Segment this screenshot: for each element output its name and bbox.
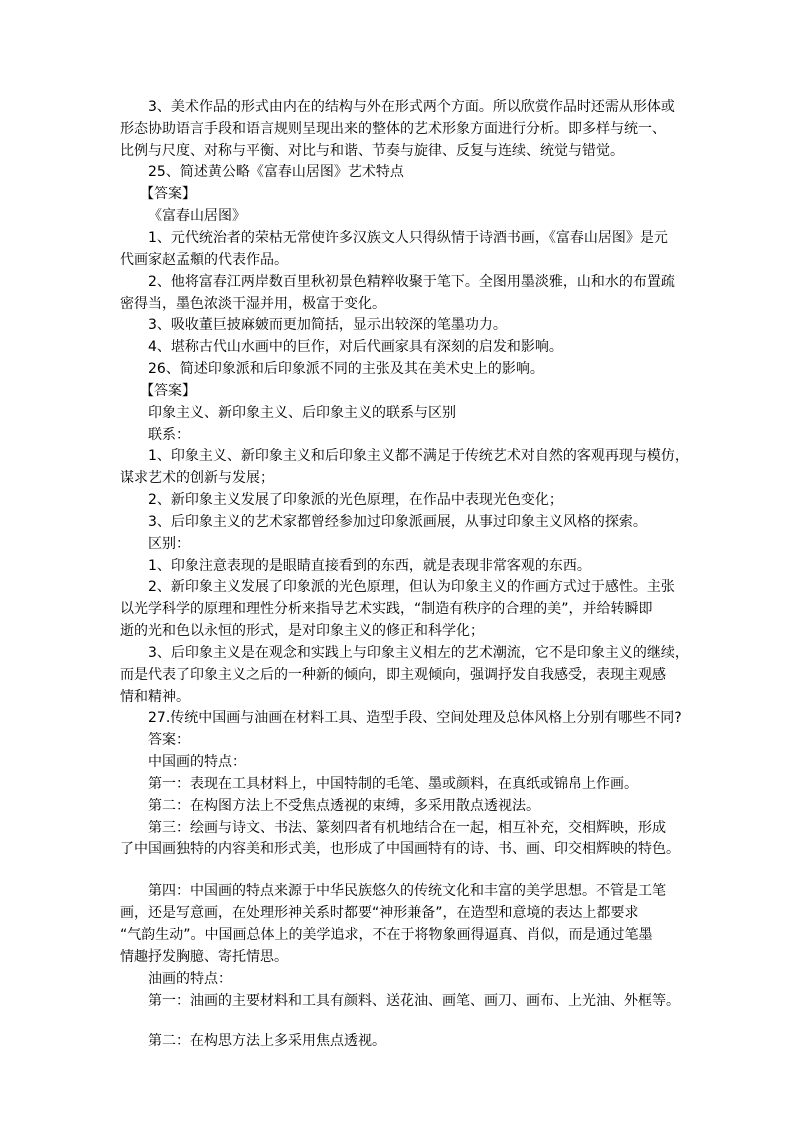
text-line: 情和精神。 [120,689,190,705]
text-line: 密得当，墨色浓淡干湿并用，极富于变化。 [120,296,386,312]
text-line: “气韵生动”。中国画总体上的美学追求，不在于将物象画得逼真、肖似，而是通过笔墨 [120,927,653,943]
text-line: 以光学科学的原理和理性分析来指导艺术实践，“制造有秩序的合理的美”，并给转瞬即 [120,601,653,617]
question-heading: 27.传统中国画与油画在材料工具、造型手段、空间处理及总体风格上分别有哪些不同? [148,710,682,726]
text-line: 3、后印象主义是在观念和实践上与印象主义相左的艺术潮流，它不是印象主义的继续， [148,645,689,661]
text-line: 而是代表了印象主义之后的一种新的倾向，即主观倾向，强调抒发自我感受，表现主观感 [120,667,666,683]
text-line: 情趣抒发胸臆、寄托情思。 [120,949,288,965]
text-line: 4、堪称古代山水画中的巨作，对后代画家具有深刻的启发和影响。 [148,339,563,355]
text-line: 第二：在构图方法上不受焦点透视的束缚，多采用散点透视法。 [148,798,540,814]
text-line: 《富春山居图》 [148,208,246,224]
text-line: 2、他将富春江两岸数百里秋初景色精粹收聚于笔下。全图用墨淡雅，山和水的布置疏 [148,274,675,290]
text-line: 第一：油画的主要材料和工具有颜料、送花油、画笔、画刀、画布、上光油、外框等。 [148,993,680,1009]
text-line: 画，还是写意画，在处理形神关系时都要“神形兼备”，在造型和意境的表达上都要求 [120,905,639,921]
text-line: 形态协助语言手段和语言规则呈现出来的整体的艺术形象方面进行分析。即多样与统一、 [120,121,666,137]
text-line: 印象主义、新印象主义、后印象主义的联系与区别 [148,405,456,421]
text-line: 3、后印象主义的艺术家都曾经参加过印象派画展，从事过印象主义风格的探索。 [148,514,647,530]
question-heading: 25、简述黄公略《富春山居图》艺术特点 [148,164,404,180]
text-line: 2、新印象主义发展了印象派的光色原理，但认为印象主义的作画方式过于感性。主张 [148,579,675,595]
text-line: 区别： [148,536,190,552]
text-line: 1、元代统治者的荣枯无常使许多汉族文人只得纵情于诗酒书画，《富春山居图》是元 [148,230,668,246]
text-line: 1、印象主义、新印象主义和后印象主义都不满足于传统艺术对自然的客观再现与模仿， [148,448,689,464]
text-line: 1、印象注意表现的是眼睛直接看到的东西，就是表现非常客观的东西。 [148,558,591,574]
text-line: 第一：表现在工具材料上，中国特制的毛笔、墨或颜料，在真纸或锦帛上作画。 [148,776,638,792]
text-line: 第三：绘画与诗文、书法、篆刻四者有机地结合在一起，相互补充，交相辉映，形成 [148,820,666,836]
text-line: 中国画的特点： [148,754,246,770]
answer-label: 【答案】 [140,383,196,399]
text-line: 比例与尺度、对称与平衡、对比与和谐、节奏与旋律、反复与连续、统觉与错觉。 [120,143,624,159]
text-line: 第二：在构思方法上多采用焦点透视。 [148,1033,386,1049]
text-line: 2、新印象主义发展了印象派的光色原理，在作品中表现光色变化； [148,492,563,508]
text-line: 第四：中国画的特点来源于中华民族悠久的传统文化和丰富的美学思想。不管是工笔 [148,883,666,899]
text-line: 联系： [148,427,190,443]
text-line: 3、美术作品的形式由内在的结构与外在形式两个方面。所以欣赏作品时还需从形体或 [148,99,675,115]
text-line: 代画家赵孟頫的代表作品。 [120,252,288,268]
text-line: 逝的光和色以永恒的形式，是对印象主义的修正和科学化； [120,623,484,639]
text-line: 油画的特点： [148,971,232,987]
text-line: 了中国画独特的内容美和形式美，也形成了中国画特有的诗、书、画、印交相辉映的特色。 [120,841,680,857]
answer-label: 【答案】 [140,186,196,202]
answer-label: 答案： [148,732,190,748]
text-line: 3、吸收董巨披麻皴而更加简括，显示出较深的笔墨功力。 [148,317,507,333]
question-heading: 26、简述印象派和后印象派不同的主张及其在美术史上的影响。 [148,361,544,377]
text-line: 谋求艺术的创新与发展； [120,470,274,486]
